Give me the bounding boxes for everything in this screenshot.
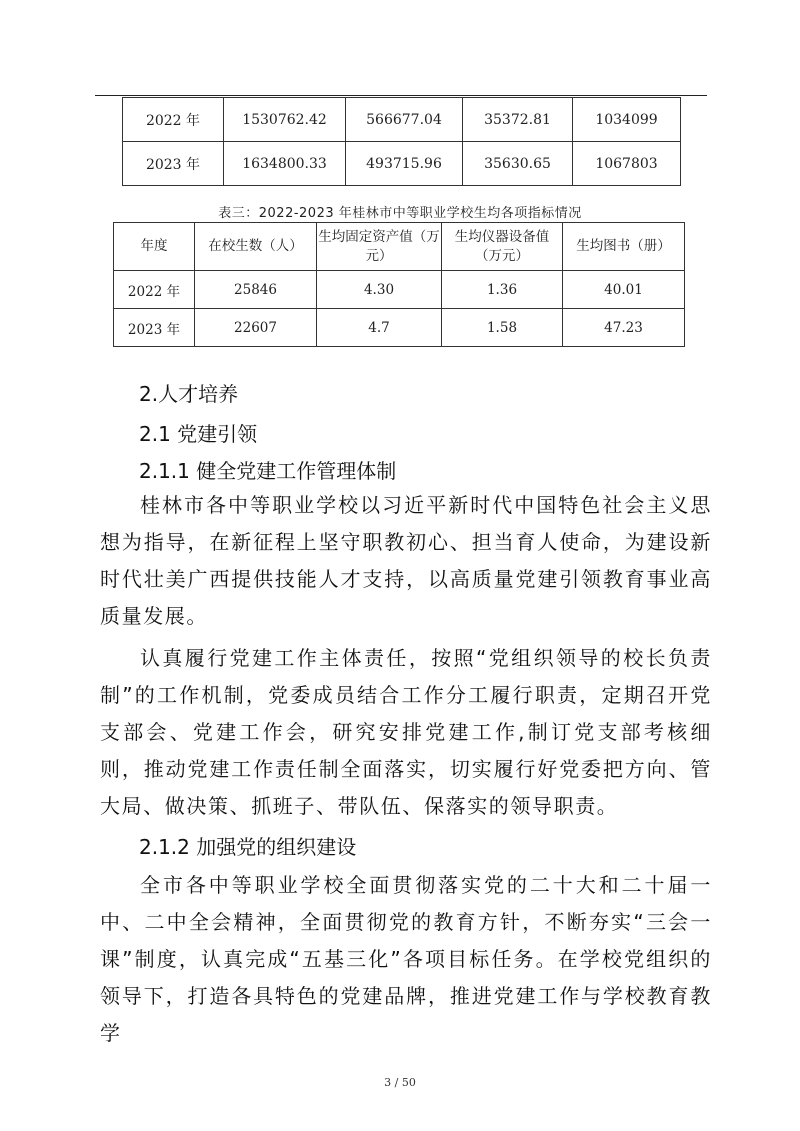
table-cell: 2023 年 xyxy=(123,142,224,186)
table-cell: 1034099 xyxy=(573,98,681,142)
column-header: 生均图书（册） xyxy=(563,223,685,271)
table-cell: 2022 年 xyxy=(123,98,224,142)
table-cell: 1.58 xyxy=(442,309,563,347)
table-cell: 1.36 xyxy=(442,271,563,309)
table-cell: 1634800.33 xyxy=(224,142,346,186)
column-header: 在校生数（人） xyxy=(195,223,317,271)
table-cell: 35630.65 xyxy=(463,142,573,186)
column-header: 生均仪器设备值（万元） xyxy=(442,223,563,271)
table-cell: 2023 年 xyxy=(114,309,195,347)
column-header: 年度 xyxy=(114,223,195,271)
paragraph: 认真履行党建工作主体责任，按照“党组织领导的校长负责制”的工作机制，党委成员结合工作分工履行职责，定期召开党支部会、党建工作会，研究安排党建工作,制订党支部考核细则，推动党建工作责任制全面落实，切实履行好党委把方向、管大局、做决策、抓班子、带队伍、保落实的领导职责。 xyxy=(100,646,712,818)
table-cell: 566677.04 xyxy=(346,98,463,142)
table-row xyxy=(114,309,685,347)
table-row xyxy=(123,142,681,186)
table3-caption: 表三：2022-2023 年桂林市中等职业学校生均各项指标情况 xyxy=(218,206,582,221)
previous-table xyxy=(122,97,681,186)
table-cell: 1067803 xyxy=(573,142,681,186)
table-header-row xyxy=(114,223,685,271)
table-cell: 4.30 xyxy=(317,271,442,309)
section-heading-2: 2.人才培养 xyxy=(139,382,239,406)
table-cell: 40.01 xyxy=(563,271,685,309)
table-cell: 2022 年 xyxy=(114,271,195,309)
section-heading-2-1-1: 2.1.1 健全党建工作管理体制 xyxy=(139,459,397,483)
paragraph: 桂林市各中等职业学校以习近平新时代中国特色社会主义思想为指导，在新征程上坚守职教初心、担当育人使命，为建设新时代壮美广西提供技能人才支持，以高质量党建引领教育事业高质量发展。 xyxy=(100,493,712,628)
table-cell: 493715.96 xyxy=(346,142,463,186)
table-cell: 1530762.42 xyxy=(224,98,346,142)
page-number: 3 / 50 xyxy=(384,1076,416,1089)
paragraph: 全市各中等职业学校全面贯彻落实党的二十大和二十届一中、二中全会精神，全面贯彻党的教育方针，不断夯实“三会一课”制度，认真完成“五基三化”各项目标任务。在学校党组织的领导下，打造各具特色的党建品牌，推进党建工作与学校教育教学 xyxy=(100,873,712,1045)
table3 xyxy=(113,222,685,347)
table-cell: 25846 xyxy=(195,271,317,309)
table-row xyxy=(114,271,685,309)
section-heading-2-1-2: 2.1.2 加强党的组织建设 xyxy=(139,835,357,859)
table-row xyxy=(123,98,681,142)
top-rule xyxy=(95,95,707,96)
table-cell: 22607 xyxy=(195,309,317,347)
table-cell: 47.23 xyxy=(563,309,685,347)
section-heading-2-1: 2.1 党建引领 xyxy=(139,422,258,446)
table-cell: 35372.81 xyxy=(463,98,573,142)
column-header: 生均固定资产值（万元） xyxy=(317,223,442,271)
table-cell: 4.7 xyxy=(317,309,442,347)
